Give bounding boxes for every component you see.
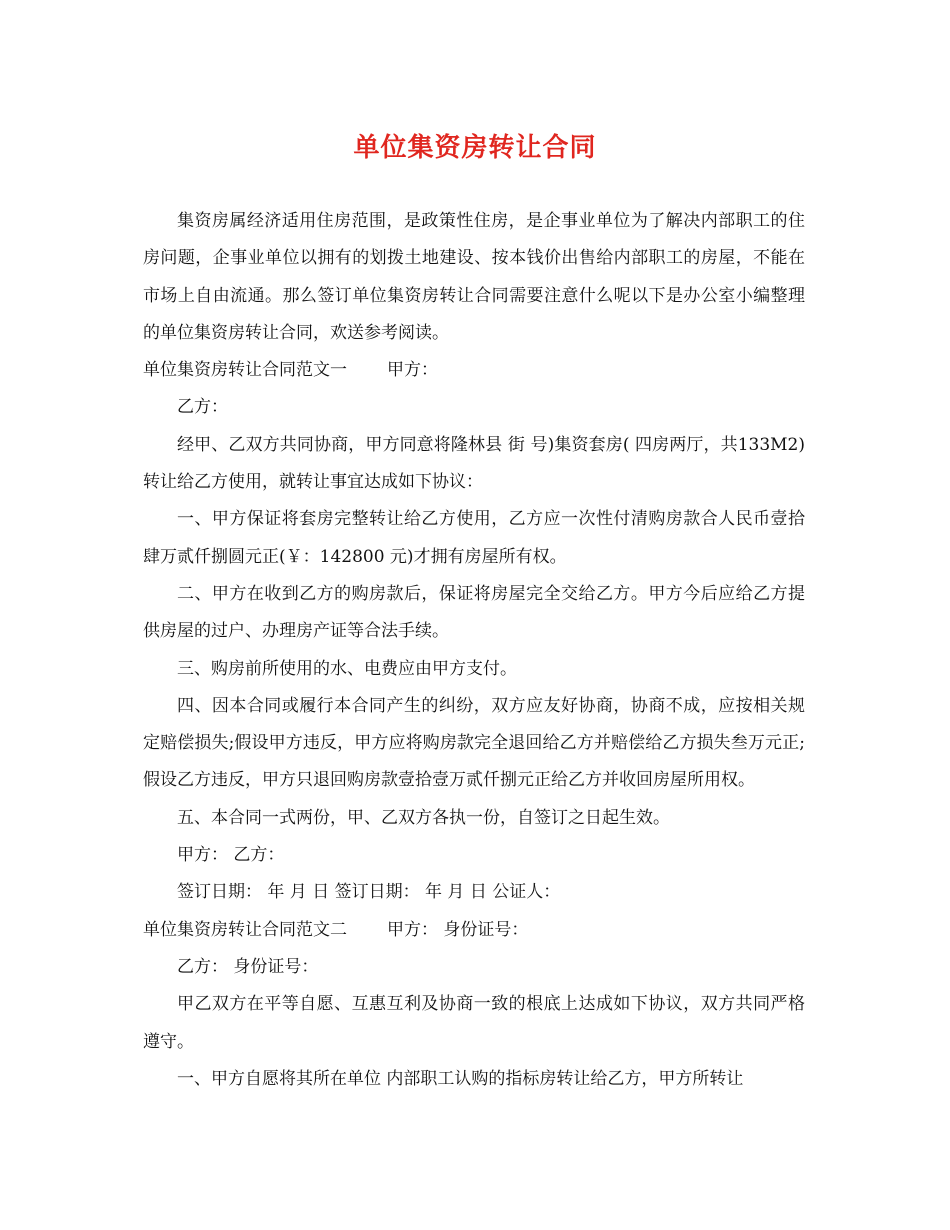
clause-1: 一、甲方保证将套房完整转让给乙方使用，乙方应一次性付清购房款合人民币壹拾肆万贰仟捌圆元正(￥：142800 元)才拥有房屋所有权。 bbox=[143, 509, 805, 567]
agreement-intro: 经甲、乙双方共同协商，甲方同意将隆林县 街 号)集资套房( 四房两厅，共133M2)转让给乙方使用，就转让事宜达成如下协议： bbox=[143, 434, 805, 493]
agreement-intro-2: 甲乙双方在平等自愿、互惠互利及协商一致的根底上达成如下协议，双方共同严格遵守。 bbox=[143, 994, 805, 1052]
section-heading-2 bbox=[143, 912, 805, 949]
section-heading-1-party: 甲方： bbox=[387, 360, 438, 381]
signature-dates: 签订日期： 年 月 日 签订日期： 年 月 日 公证人： bbox=[177, 882, 561, 903]
clause-2-1: 一、甲方自愿将其所在单位 内部职工认购的指标房转让给乙方，甲方所转让 bbox=[177, 1068, 744, 1089]
signature-parties: 甲方： 乙方： bbox=[177, 845, 285, 866]
clause-4: 四、因本合同或履行本合同产生的纠纷，双方应友好协商，协商不成，应按相关规定赔偿损失;假设甲方违反，甲方应将购房款完全退回给乙方并赔偿给乙方损失叁万元正;假设乙方违反，甲方只退回购房款壹拾壹万贰仟捌元正给乙方并收回房屋所用权。 bbox=[143, 695, 805, 791]
party-b-id-line: 乙方： 身份证号： bbox=[177, 956, 319, 977]
clause-5: 五、本合同一式两份，甲、乙双方各执一份，自签订之日起生效。 bbox=[177, 807, 670, 828]
section-heading-1-title: 单位集资房转让合同范文一 bbox=[143, 360, 347, 381]
section-heading-1 bbox=[143, 352, 805, 389]
document-title: 单位集资房转让合同 bbox=[353, 133, 597, 163]
document-body bbox=[143, 203, 805, 1098]
section-heading-2-title: 单位集资房转让合同范文二 bbox=[143, 919, 347, 940]
intro-paragraph: 集资房属经济适用住房范围，是政策性住房，是企事业单位为了解决内部职工的住房问题，企事业单位以拥有的划拨土地建设、按本钱价出售给内部职工的房屋，不能在市场上自由流通。那么签订单位集资房转让合同需要注意什么呢以下是办公室小编整理的单位集资房转让合同，欢送参考阅读。 bbox=[143, 211, 805, 343]
section-heading-2-party: 甲方： 身份证号： bbox=[387, 919, 529, 940]
party-b-line: 乙方： bbox=[177, 397, 228, 418]
clause-3: 三、购房前所使用的水、电费应由甲方支付。 bbox=[177, 658, 517, 679]
clause-2: 二、甲方在收到乙方的购房款后，保证将房屋完全交给乙方。甲方今后应给乙方提供房屋的过户、办理房产证等合法手续。 bbox=[143, 583, 805, 642]
